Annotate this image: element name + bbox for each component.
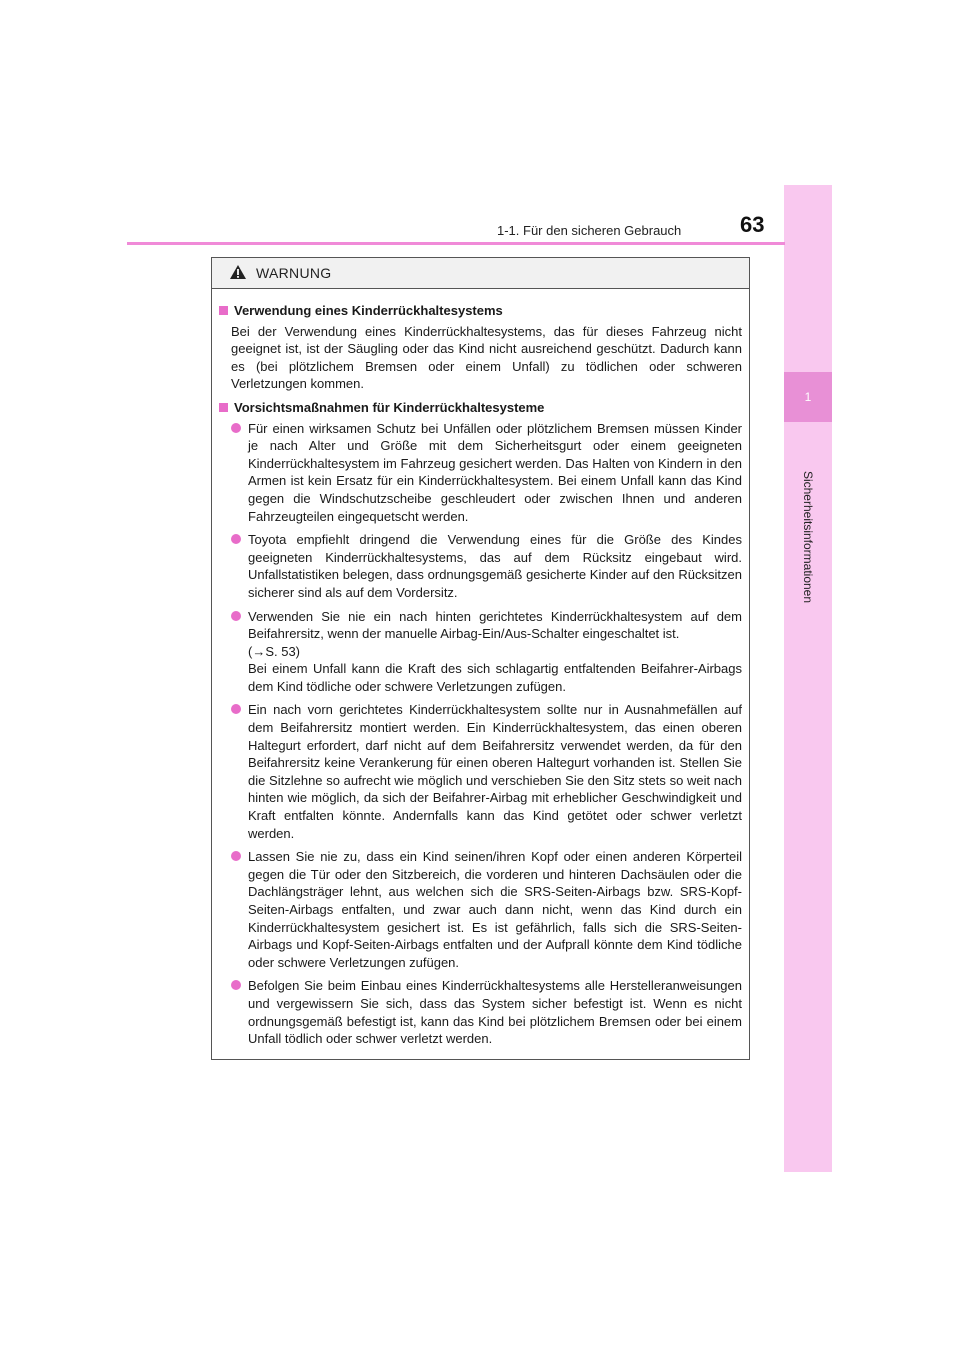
list-item: Ein nach vorn gerichtetes Kinderrückhaltesystem sollte nur in Ausnahmefällen auf dem Beifahrersitz montiert werden. Ein Kinderrückhaltesystem, das einen oberen Haltegurt erfordert, darf nicht auf dem Beifahrersitz verwendet werden, da für den Beifahrersitz keine Verankerung für einen oberen Haltegurt vorhanden ist. Stellen Sie die Sitzlehne so aufrecht wie möglich und verschieben Sie den Sitz stets so weit nach hinten wie möglich, da sich der Beifahrer-Airbag mit erheblicher Geschwindigkeit und Kraft entfalten könnte. Andernfalls kann das Kind getötet oder schwer verletzt werden.: [219, 701, 742, 842]
square-bullet-icon: [219, 306, 228, 315]
warning-triangle-icon: [229, 264, 247, 285]
circle-bullet-icon: [231, 611, 241, 621]
circle-bullet-icon: [231, 851, 241, 861]
airbag-consequence-text: Bei einem Unfall kann die Kraft des sich schlagartig entfaltenden Beifahrer-Airbags dem Kind tödliche oder schwere Verletzungen zufügen.: [248, 661, 742, 694]
section-paragraph: Bei der Verwendung eines Kinderrückhaltesystems, das für dieses Fahrzeug nicht geeignet ist, ist der Säugling oder das Kind nicht ausreichend geschützt. Dadurch kann es (bei plötzlichem Bremsen oder einem Unfall) zu tödlichen oder schweren Verletzungen kommen.: [231, 323, 742, 392]
circle-bullet-icon: [231, 534, 241, 544]
square-bullet-icon: [219, 403, 228, 412]
warning-title: WARNUNG: [256, 265, 332, 281]
circle-bullet-icon: [231, 423, 241, 433]
side-tab: [784, 185, 832, 1172]
warning-body: [212, 289, 749, 1048]
list-item: [219, 608, 742, 696]
side-tab-label: Sicherheitsinformationen: [801, 470, 815, 604]
warning-box: [211, 257, 750, 1060]
section-heading: Verwendung eines Kinderrückhaltesystems: [219, 302, 742, 320]
page-reference-link[interactable]: (→S. 53): [248, 643, 301, 659]
circle-bullet-icon: [231, 980, 241, 990]
list-item: Lassen Sie nie zu, dass ein Kind seinen/ihren Kopf oder einen anderen Körperteil gegen die Tür oder den Sitzbereich, die vorderen und hinteren Dachsäulen oder die Dachlängsträger lehnt, aus welchen sich die SRS-Seiten-Airbags bzw. SRS-Kopf-Seiten-Airbags entfalten, und zwar auch dann nicht, wenn das Kind durch ein Kinderrückhaltesystem gesichert ist. Es ist gefährlich, falls sich die SRS-Seiten-Airbags und Kopf-Seiten-Airbags entfalten und der Aufprall könnte dem Kind tödliche oder schwere Verletzungen zufügen.: [219, 848, 742, 971]
page-number: 63: [740, 212, 765, 237]
warning-header: [212, 258, 749, 289]
list-item: Befolgen Sie beim Einbau eines Kinderrückhaltesystems alle Herstelleranweisungen und vergewissern Sie sich, dass das System sicher befestigt ist. Wenn es nicht ordnungsgemäß befestigt ist, kann das Kind bei plötzlichem Bremsen oder bei einem Unfall tödlich oder schwer verletzt werden.: [219, 977, 742, 1047]
section-heading: Vorsichtsmaßnahmen für Kinderrückhaltesysteme: [219, 399, 742, 417]
airbag-warning-text: Verwenden Sie nie ein nach hinten gerichtetes Kinderrückhaltesystem auf dem Beifahrersitz, wenn der manuelle Airbag-Ein/Aus-Schalter eingeschaltet ist.: [248, 608, 742, 642]
header-rule: [127, 242, 785, 245]
list-item: Für einen wirksamen Schutz bei Unfällen oder plötzlichem Bremsen müssen Kinder je nach Alter und Größe mit dem Sicherheitsgurt oder einem geeigneten Kinderrückhaltesystem im Fahrzeug gesichert werden. Das Halten von Kindern in den Armen ist kein Ersatz für ein Kinderrückhaltesystem. Bei einem Unfall kann das Kind gegen die Windschutzscheibe geschleudert oder zwischen Ihnen und anderen Fahrzeugteilen eingequetscht werden.: [219, 420, 742, 526]
section-title: 1-1. Für den sicheren Gebrauch: [497, 223, 682, 238]
side-tab-number: 1: [804, 390, 812, 404]
list-item: Toyota empfiehlt dringend die Verwendung eines für die Größe des Kindes geeigneten Kinderrückhaltesystems, das auf dem Rücksitz eingebaut wird. Unfallstatistiken belegen, dass ordnungsgemäß gesicherte Kinder auf den Rücksitzen sicherer sind als auf dem Vordersitz.: [219, 531, 742, 601]
circle-bullet-icon: [231, 704, 241, 714]
